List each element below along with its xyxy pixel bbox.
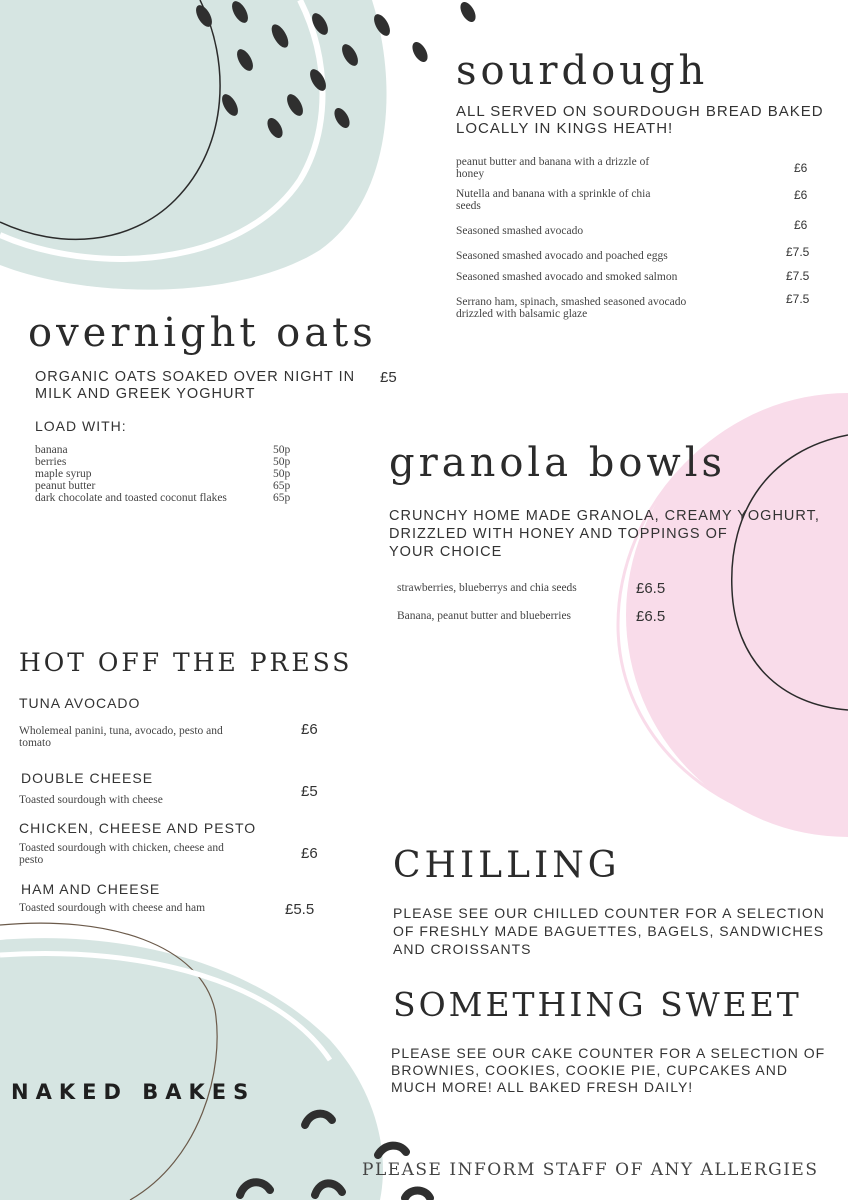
mint-blob-bottom	[0, 938, 383, 1200]
topping-price: 65p	[273, 492, 291, 504]
granola-item-1-price: £6.5	[636, 580, 666, 597]
topping-name: banana	[35, 444, 68, 456]
desc-line: honey	[456, 168, 485, 180]
press-item-2-name: DOUBLE CHEESE	[21, 770, 154, 786]
desc-line: Serrano ham, spinach, smashed seasoned avocado	[456, 296, 687, 308]
sweet-line3: MUCH MORE! ALL BAKED FRESH DAILY!	[391, 1079, 694, 1095]
granola-desc-line1: CRUNCHY HOME MADE GRANOLA, CREAMY YOGHURT,	[389, 508, 820, 524]
chilling-description	[393, 904, 825, 958]
oats-desc-line1: ORGANIC OATS SOAKED OVER NIGHT IN	[35, 369, 356, 385]
sourdough-item-5-desc: Seasoned smashed avocado and smoked salmon	[456, 271, 678, 283]
oats-description	[35, 369, 355, 403]
press-item-4-price: £5.5	[285, 901, 315, 918]
desc-line: Nutella and banana with a sprinkle of chia	[456, 188, 651, 200]
sourdough-item-3-price: £6	[794, 218, 808, 232]
sweet-line2: BROWNIES, COOKIES, COOKIE PIE, CUPCAKES AND	[391, 1062, 788, 1078]
chilling-line1: PLEASE SEE OUR CHILLED COUNTER FOR A SELECTION	[393, 905, 825, 921]
press-item-1-price: £6	[301, 721, 318, 738]
sourdough-subtitle-line2: LOCALLY IN KINGS HEATH!	[456, 120, 674, 137]
desc-line: drizzled with balsamic glaze	[456, 308, 588, 320]
topping-price: 65p	[273, 480, 291, 492]
sweet-line1: PLEASE SEE OUR CAKE COUNTER FOR A SELECTION OF	[391, 1045, 826, 1061]
press-item-1-name: TUNA AVOCADO	[19, 695, 141, 711]
granola-title: granola bowls	[389, 440, 727, 486]
chilling-title: CHILLING	[393, 845, 621, 886]
sourdough-item-4-price: £7.5	[786, 245, 810, 259]
oats-title: overnight oats	[28, 310, 377, 356]
topping-price: 50p	[273, 468, 291, 480]
press-item-1-desc	[19, 725, 279, 749]
press-item-3-name: CHICKEN, CHEESE AND PESTO	[19, 820, 257, 836]
press-item-3-desc	[19, 842, 279, 866]
sourdough-item-2-price: £6	[794, 188, 808, 202]
allergy-note: PLEASE INFORM STAFF OF ANY ALLERGIES	[362, 1160, 819, 1180]
sourdough-item-6-price: £7.5	[786, 292, 810, 306]
granola-item-1-name: strawberries, blueberrys and chia seeds	[397, 582, 577, 594]
press-title: HOT OFF THE PRESS	[19, 648, 353, 677]
oats-load-label: LOAD WITH:	[35, 418, 127, 434]
topping-name: dark chocolate and toasted coconut flakes	[35, 492, 227, 504]
press-item-2-price: £5	[301, 783, 318, 800]
sweet-description	[391, 1045, 825, 1096]
sourdough-item-1-desc	[456, 156, 756, 180]
topping-price: 50p	[273, 456, 291, 468]
topping-row	[35, 480, 305, 492]
sourdough-item-5-price: £7.5	[786, 269, 810, 283]
granola-desc-line2: DRIZZLED WITH HONEY AND TOPPINGS OF	[389, 526, 728, 542]
sourdough-title: sourdough	[456, 48, 709, 94]
oats-desc-line2: MILK AND GREEK YOGHURT	[35, 386, 256, 402]
chilling-line3: AND CROISSANTS	[393, 941, 532, 957]
brand-name: NAKED BAKES	[11, 1080, 256, 1104]
topping-name: maple syrup	[35, 468, 92, 480]
oats-price: £5	[380, 369, 397, 386]
press-item-2-desc: Toasted sourdough with cheese	[19, 794, 163, 806]
sourdough-item-2-desc	[456, 188, 756, 212]
press-item-4-name: HAM AND CHEESE	[21, 881, 161, 897]
sourdough-item-3-desc: Seasoned smashed avocado	[456, 225, 584, 237]
desc-line: seeds	[456, 200, 481, 212]
oats-toppings-list	[35, 444, 305, 504]
press-item-4-desc: Toasted sourdough with cheese and ham	[19, 902, 206, 914]
granola-item-2-name: Banana, peanut butter and blueberries	[397, 610, 572, 622]
topping-name: peanut butter	[35, 480, 96, 492]
desc-line: Wholemeal panini, tuna, avocado, pesto and	[19, 725, 223, 737]
topping-row	[35, 444, 305, 456]
sweet-title: SOMETHING SWEET	[393, 985, 802, 1024]
sourdough-item-6-desc	[456, 296, 756, 320]
topping-row	[35, 468, 305, 480]
sourdough-item-1-price: £6	[794, 161, 808, 175]
granola-item-2-price: £6.5	[636, 608, 666, 625]
sourdough-subtitle-line1: ALL SERVED ON SOURDOUGH BREAD BAKED	[456, 103, 824, 120]
granola-description	[389, 507, 820, 561]
granola-desc-line3: YOUR CHOICE	[389, 544, 503, 560]
topping-row	[35, 492, 305, 504]
mint-blob-top	[0, 0, 387, 290]
chilling-line2: OF FRESHLY MADE BAGUETTES, BAGELS, SANDWICHES	[393, 923, 825, 939]
desc-line: pesto	[19, 854, 44, 866]
desc-line: Toasted sourdough with chicken, cheese and	[19, 842, 224, 854]
topping-row	[35, 456, 305, 468]
topping-name: berries	[35, 456, 67, 468]
desc-line: tomato	[19, 737, 51, 749]
desc-line: peanut butter and banana with a drizzle of	[456, 156, 650, 168]
sourdough-subtitle	[456, 103, 824, 137]
topping-price: 50p	[273, 444, 291, 456]
press-item-3-price: £6	[301, 845, 318, 862]
sourdough-item-4-desc: Seasoned smashed avocado and poached eggs	[456, 250, 668, 262]
